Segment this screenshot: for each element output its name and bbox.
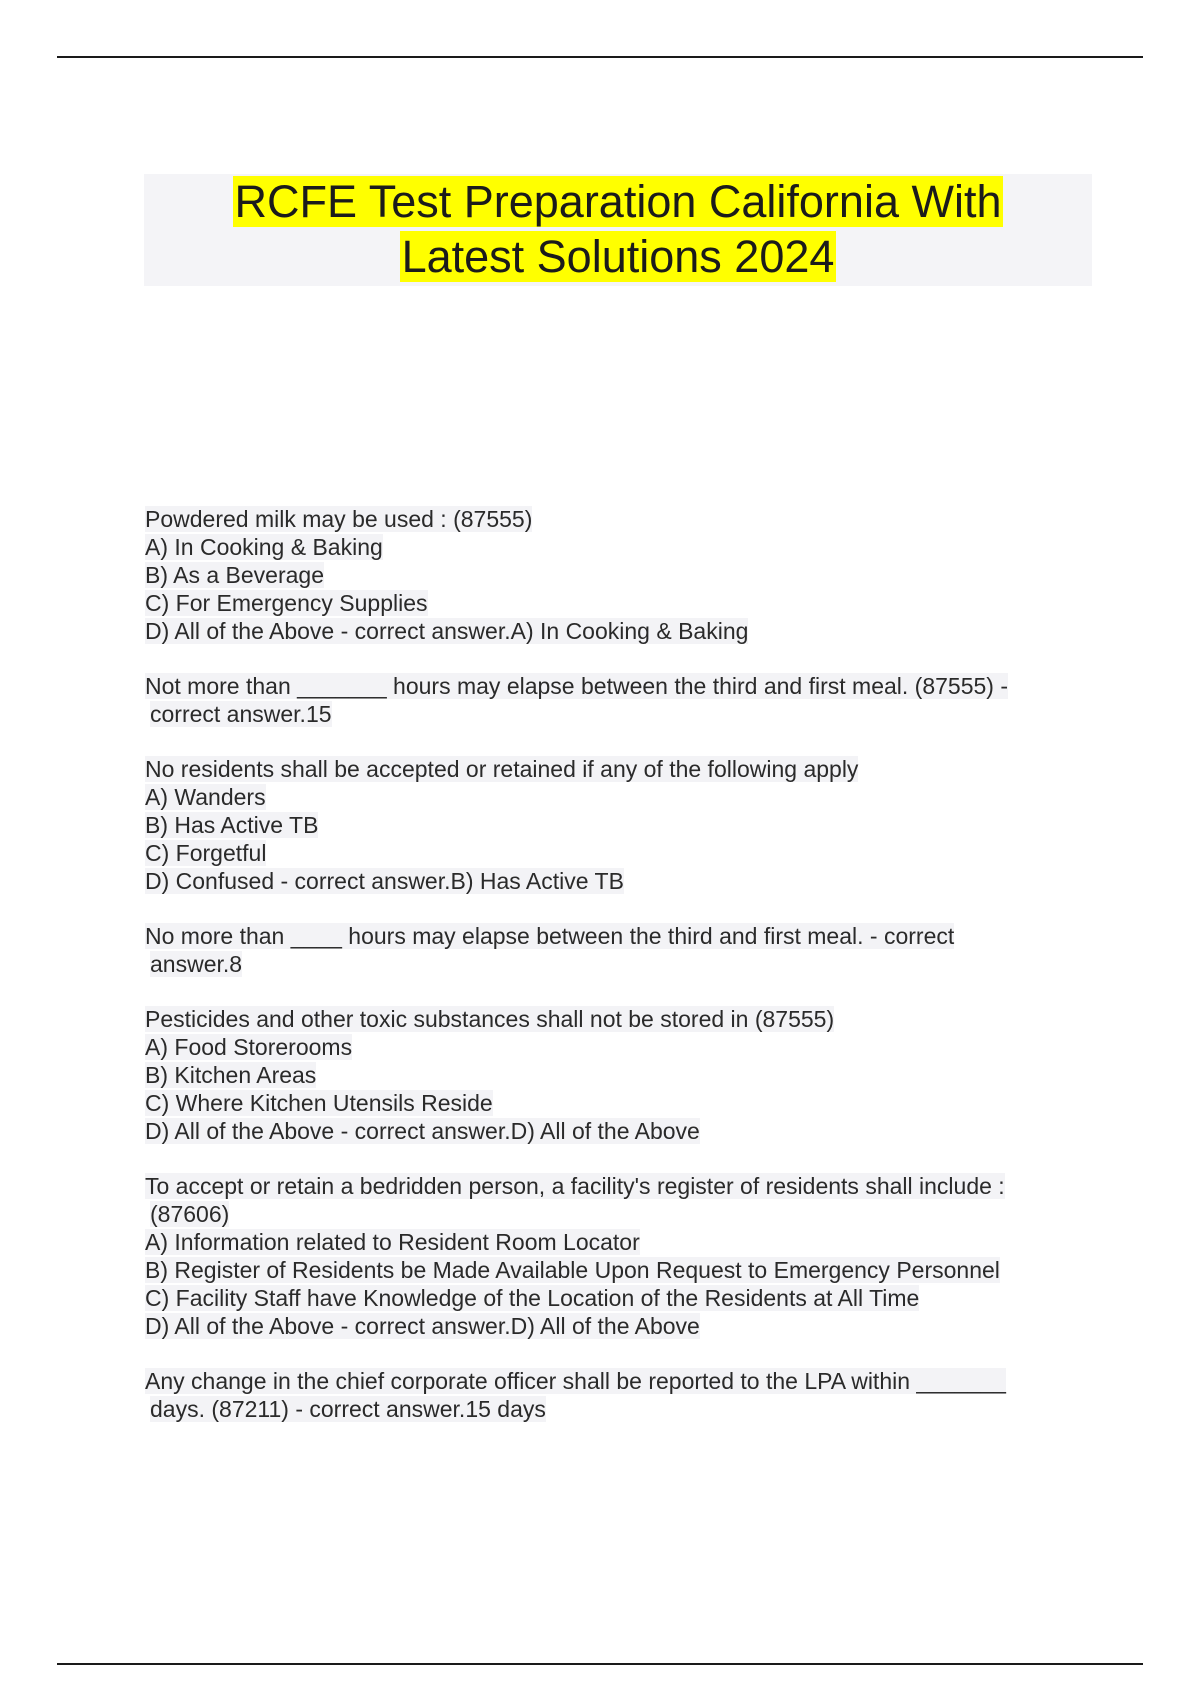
option-a: A) Information related to Resident Room Locator xyxy=(145,1229,640,1255)
option-a: A) In Cooking & Baking xyxy=(145,534,383,560)
qa-list xyxy=(145,505,1085,1450)
question-text: Any change in the chief corporate officer shall be reported to the LPA within _______ xyxy=(145,1368,1006,1394)
answer-text: days. (87211) - correct answer.15 days xyxy=(150,1396,546,1422)
qa-item-3 xyxy=(145,755,1085,895)
question-text: No more than ____ hours may elapse between the third and first meal. - correct xyxy=(145,923,955,949)
option-c: C) Facility Staff have Knowledge of the Location of the Residents at All Time xyxy=(145,1285,920,1311)
question-text: Pesticides and other toxic substances shall not be stored in (87555) xyxy=(145,1006,835,1032)
qa-item-6 xyxy=(145,1172,1085,1340)
option-d-answer: D) All of the Above - correct answer.D) All of the Above xyxy=(145,1118,700,1144)
qa-item-5 xyxy=(145,1005,1085,1145)
option-a: A) Food Storerooms xyxy=(145,1034,353,1060)
bottom-rule xyxy=(57,1663,1143,1665)
title-line-2: Latest Solutions 2024 xyxy=(401,231,835,282)
document-title xyxy=(144,174,1092,286)
qa-item-1 xyxy=(145,505,1085,645)
qa-item-2 xyxy=(145,672,1085,728)
option-a: A) Wanders xyxy=(145,784,266,810)
option-c: C) For Emergency Supplies xyxy=(145,590,428,616)
option-d-answer: D) All of the Above - correct answer.D) All of the Above xyxy=(145,1313,700,1339)
option-c: C) Where Kitchen Utensils Reside xyxy=(145,1090,493,1116)
qa-item-7 xyxy=(145,1367,1085,1423)
option-b: B) Register of Residents be Made Available Upon Request to Emergency Personnel xyxy=(145,1257,1000,1283)
top-rule xyxy=(57,56,1143,58)
option-b: B) Has Active TB xyxy=(145,812,319,838)
question-text-continued: (87606) xyxy=(150,1201,230,1227)
answer-text: answer.8 xyxy=(150,951,243,977)
question-text: Powdered milk may be used : (87555) xyxy=(145,506,533,532)
qa-item-4 xyxy=(145,922,1085,978)
option-d-answer: D) Confused - correct answer.B) Has Active TB xyxy=(145,868,624,894)
answer-text: correct answer.15 xyxy=(150,701,332,727)
question-text: Not more than _______ hours may elapse between the third and first meal. (87555) - xyxy=(145,673,1008,699)
option-b: B) As a Beverage xyxy=(145,562,324,588)
question-text: No residents shall be accepted or retained if any of the following apply xyxy=(145,756,859,782)
option-c: C) Forgetful xyxy=(145,840,267,866)
option-b: B) Kitchen Areas xyxy=(145,1062,317,1088)
question-text: To accept or retain a bedridden person, a facility's register of residents shall include : xyxy=(145,1173,1005,1199)
option-d-answer: D) All of the Above - correct answer.A) In Cooking & Baking xyxy=(145,618,749,644)
title-line-1: RCFE Test Preparation California With xyxy=(234,176,1002,227)
